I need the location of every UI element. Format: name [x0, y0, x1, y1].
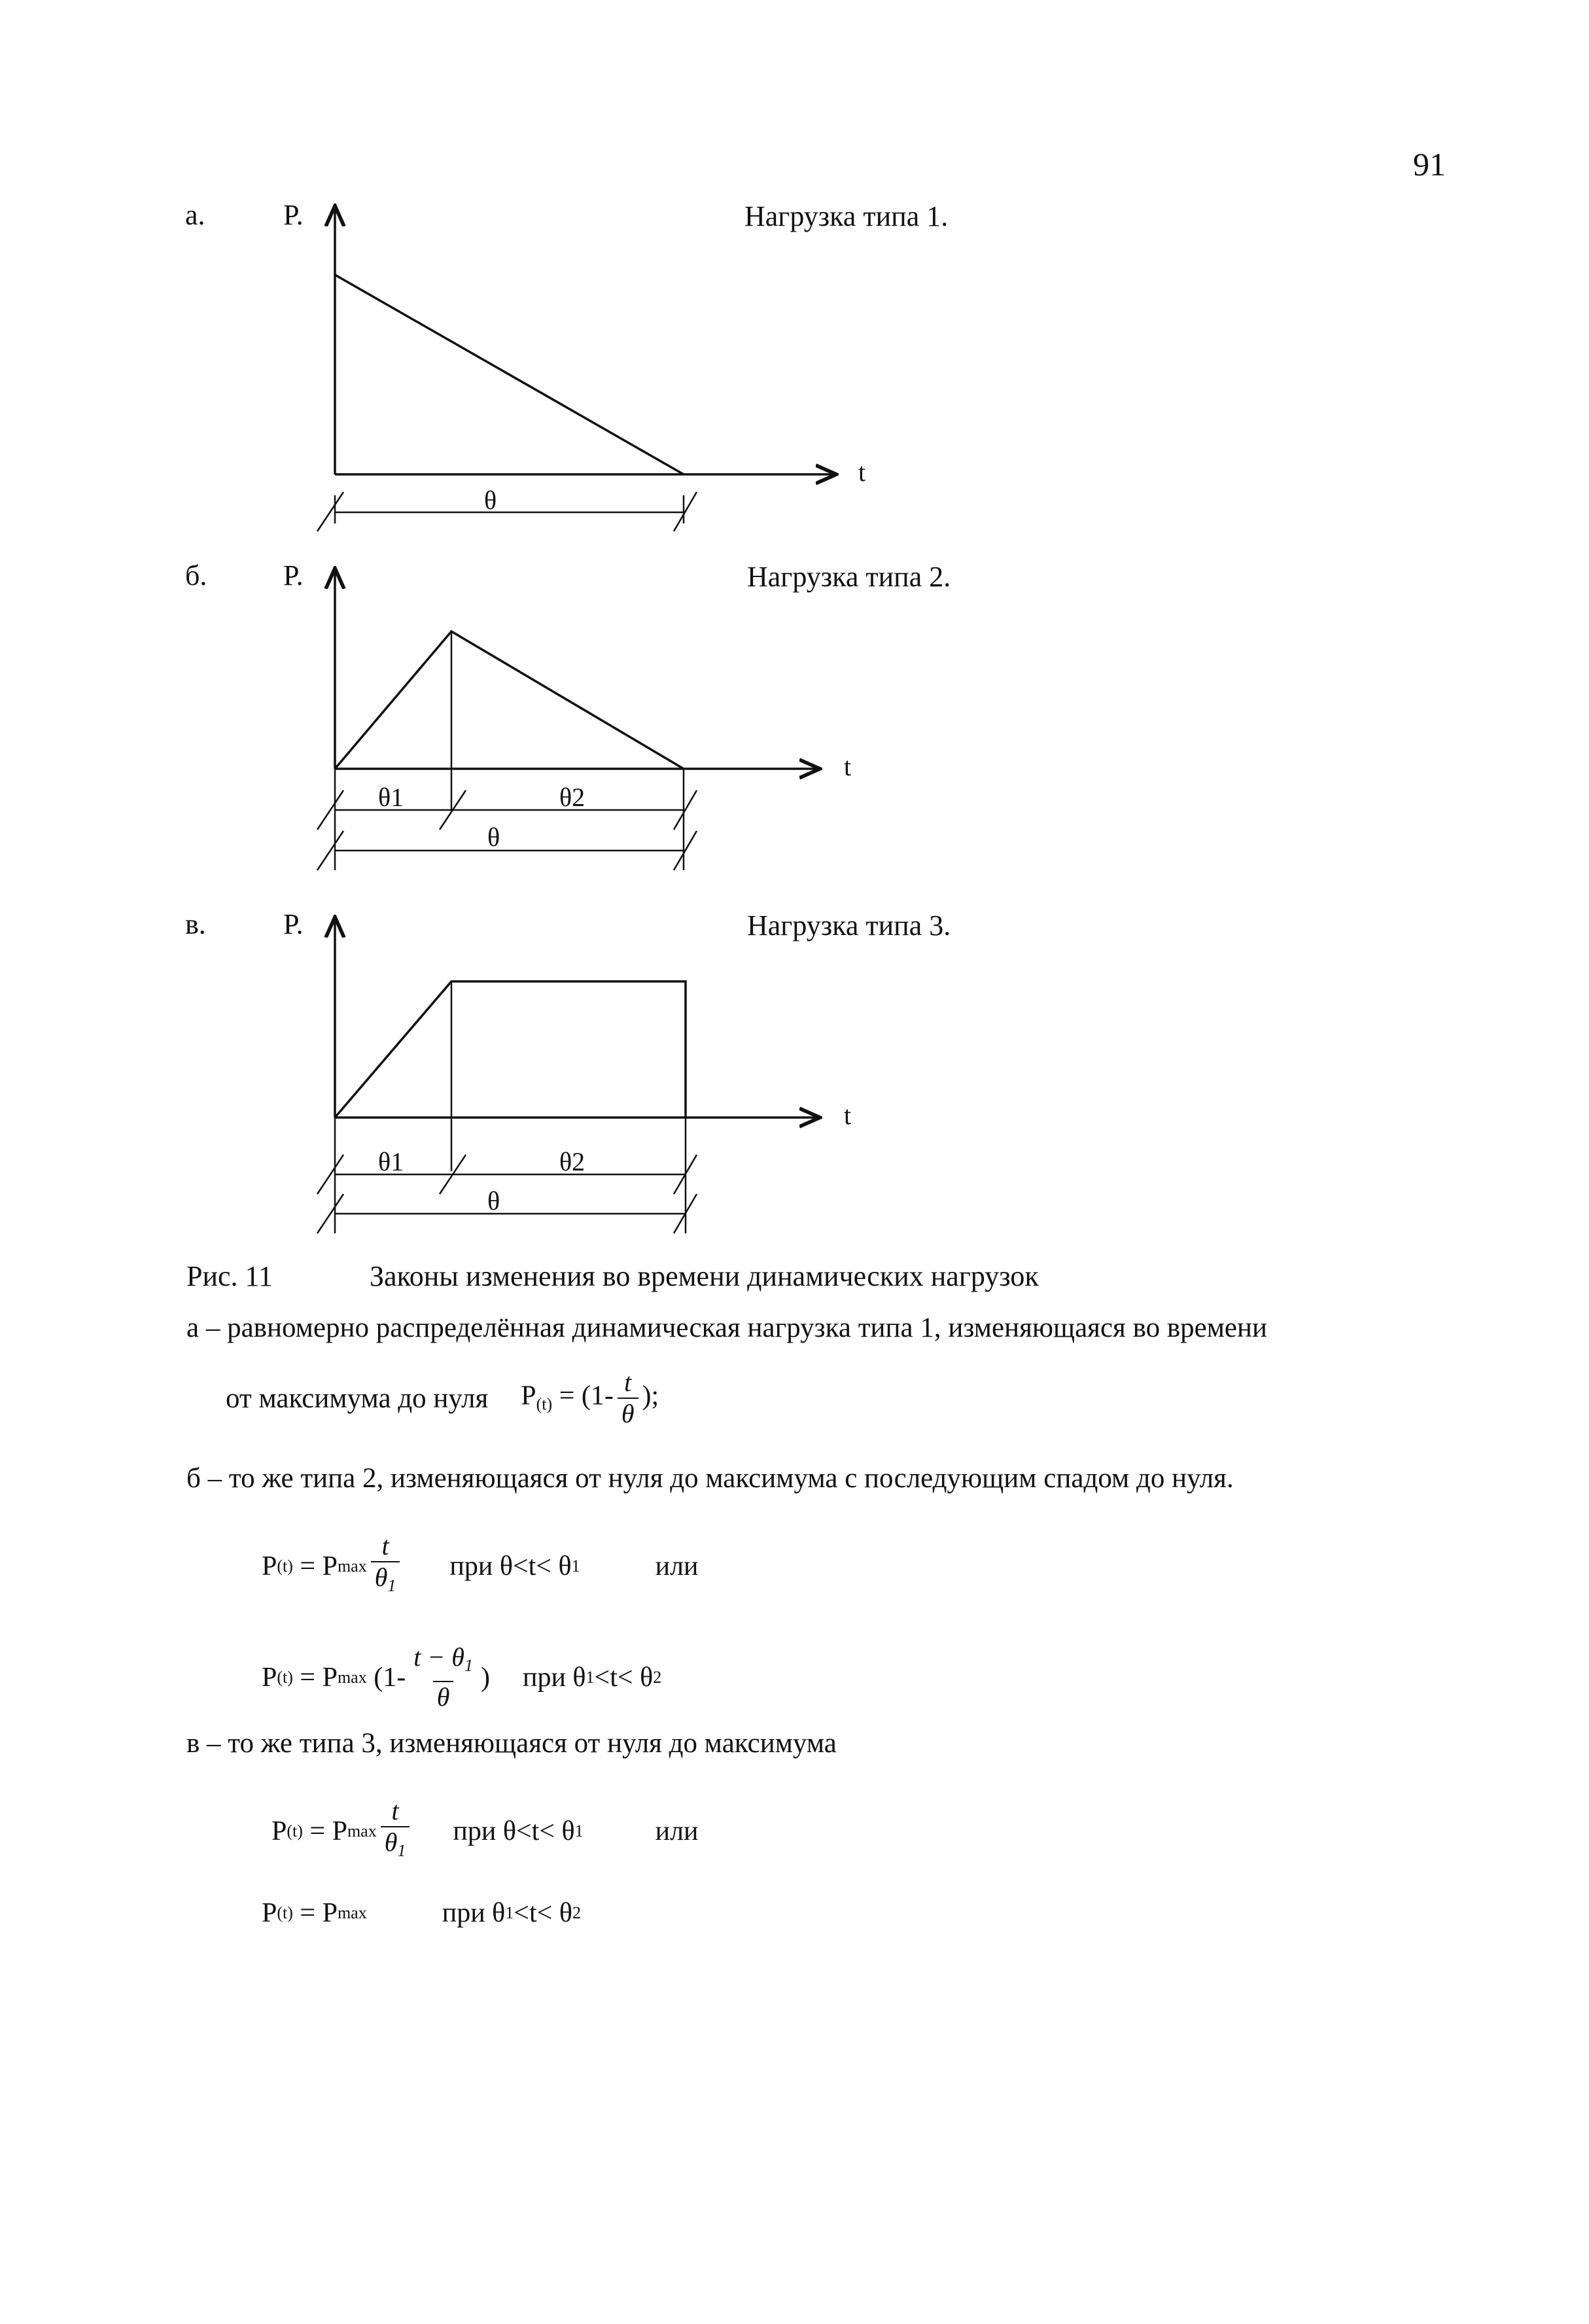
- figure-b-t-label: t: [844, 752, 852, 781]
- formula-b1: P (t) = P max $\frac{t}{\theta_1}$ при θ<t< θ 1 или: [262, 1531, 699, 1601]
- figure-a-title: Нагрузка типа 1.: [744, 200, 949, 232]
- figure-b-diagram: [317, 571, 818, 870]
- figure-c-dim-theta2: θ2: [559, 1147, 585, 1176]
- figure-c-diagram: [317, 919, 818, 1233]
- figure-c-axis-p: P.: [283, 908, 304, 940]
- figure-c-t-label: t: [844, 1100, 852, 1130]
- formula-c1: P (t) = P max $\frac{t}{\theta_1}$ при θ<t< θ 1 или: [271, 1796, 699, 1866]
- desc-a-line1: а – равномерно распределённая динамическая нагрузка типа 1, изменяющаяся во времени: [186, 1312, 1268, 1343]
- figure-c-title: Нагрузка типа 3.: [747, 909, 951, 942]
- desc-b: б – то же типа 2, изменяющаяся от нуля до максимума с последующим спадом до нуля.: [186, 1463, 1234, 1494]
- formula-b2: P (t) = P max (1- $\frac{t - \theta_1}{\theta}$ ) при θ 1 <t< θ 2: [262, 1642, 662, 1712]
- figure-c-load-curve: [335, 981, 686, 1118]
- figure-b-dim-theta1: θ1: [378, 783, 404, 812]
- figure-b-load-curve: [335, 631, 684, 769]
- figure-c-letter: в.: [185, 908, 206, 940]
- figure-caption-label: Рис. 11: [186, 1260, 273, 1292]
- figure-a-diagram: [317, 208, 834, 531]
- figure-b-dim-theta2: θ2: [559, 783, 585, 812]
- figure-a-letter: а.: [185, 199, 205, 231]
- figure-a-dim-theta: θ: [484, 485, 497, 515]
- figure-a-load-curve: [335, 275, 684, 474]
- figure-b-axis-p: P.: [283, 559, 304, 591]
- figure-b-title: Нагрузка типа 2.: [747, 561, 951, 593]
- figure-caption-text: Законы изменения во времени динамических нагрузок: [370, 1260, 1039, 1292]
- figure-a-t-label: t: [858, 457, 866, 487]
- figure-c-dim-theta1: θ1: [378, 1147, 404, 1176]
- page-number: 91: [1413, 146, 1446, 183]
- desc-a-text: от максимума до нуля: [226, 1382, 489, 1414]
- figure-b-letter: б.: [185, 559, 207, 591]
- formula-c2: P (t) = P max при θ 1 <t< θ 2: [262, 1898, 581, 1928]
- figure-b-dim-theta: θ: [487, 822, 500, 852]
- desc-a-line2: [226, 1367, 659, 1429]
- desc-c: в – то же типа 3, изменяющаяся от нуля до максимума: [186, 1728, 837, 1759]
- figure-a-axis-p: P.: [283, 199, 304, 231]
- figure-c-dim-theta: θ: [487, 1186, 500, 1216]
- formula-a: $P_{(t)} = (1-$ $\frac{t}{\theta}$ );: [521, 1367, 659, 1428]
